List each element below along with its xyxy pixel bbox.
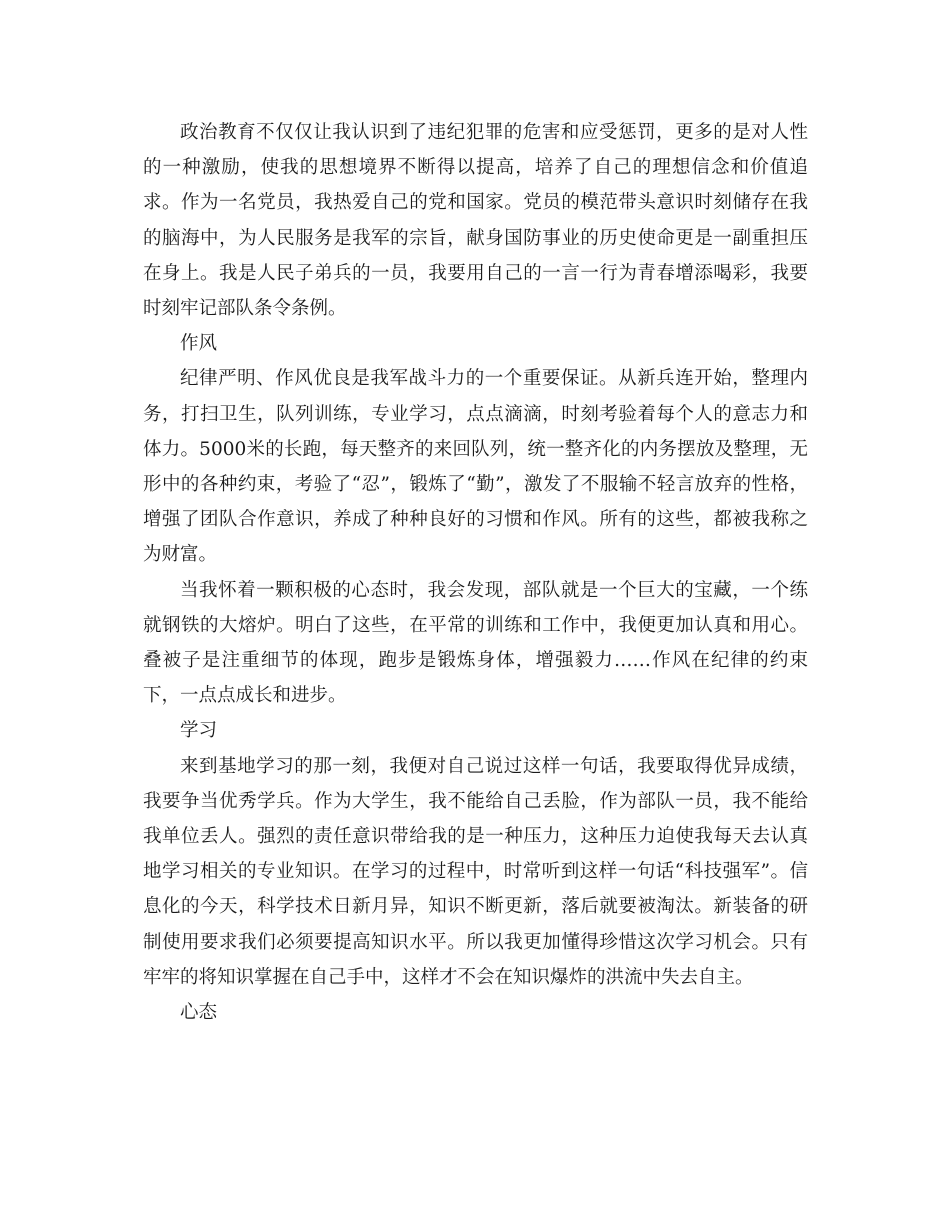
paragraph-attitude-treasure: 当我怀着一颗积极的心态时，我会发现，部队就是一个巨大的宝藏，一个练就钢铁的大熔炉。明白了这些，在平常的训练和工作中，我便更加认真和用心。叠被子是注重细节的体现，跑步是锻炼身体，增强毅力……作风在纪律的约束下，一点点成长和进步。 <box>143 579 808 707</box>
paragraph-discipline: 纪律严明、作风优良是我军战斗力的一个重要保证。从新兵连开始，整理内务，打扫卫生，队列训练，专业学习，点点滴滴，时刻考验着每个人的意志力和体力。5000米的长跑，每天整齐的来回队列，统一整齐化的内务摆放及整理，无形中的各种约束，考验了“忍”，锻炼了“勤”，激发了不服输不轻言放弃的性格，增强了团队合作意识，养成了种种良好的习惯和作风。所有的这些，都被我称之为财富。 <box>143 368 808 566</box>
section-heading-study: 学习 <box>180 720 218 742</box>
section-heading-mindset: 心态 <box>180 1002 218 1024</box>
section-heading-style: 作风 <box>180 333 218 355</box>
paragraph-political-education: 政治教育不仅仅让我认识到了违纪犯罪的危害和应受惩罚，更多的是对人性的一种激励，使我的思想境界不断得以提高，培养了自己的理想信念和价值追求。作为一名党员，我热爱自己的党和国家。党员的模范带头意识时刻储存在我的脑海中，为人民服务是我军的宗旨，献身国防事业的历史使命更是一副重担压在身上。我是人民子弟兵的一员，我要用自己的一言一行为青春增添喝彩，我要时刻牢记部队条令条例。 <box>143 122 808 320</box>
paragraph-study: 来到基地学习的那一刻，我便对自己说过这样一句话，我要取得优异成绩，我要争当优秀学兵。作为大学生，我不能给自己丢脸，作为部队一员，我不能给我单位丢人。强烈的责任意识带给我的是一种压力，这种压力迫使我每天去认真地学习相关的专业知识。在学习的过程中，时常听到这样一句话“科技强军”。信息化的今天，科学技术日新月异，知识不断更新，落后就要被淘汰。新装备的研制使用要求我们必须要提高知识水平。所以我更加懂得珍惜这次学习机会。只有牢牢的将知识掌握在自己手中，这样才不会在知识爆炸的洪流中失去自主。 <box>143 755 808 988</box>
document-body <box>143 115 808 1030</box>
